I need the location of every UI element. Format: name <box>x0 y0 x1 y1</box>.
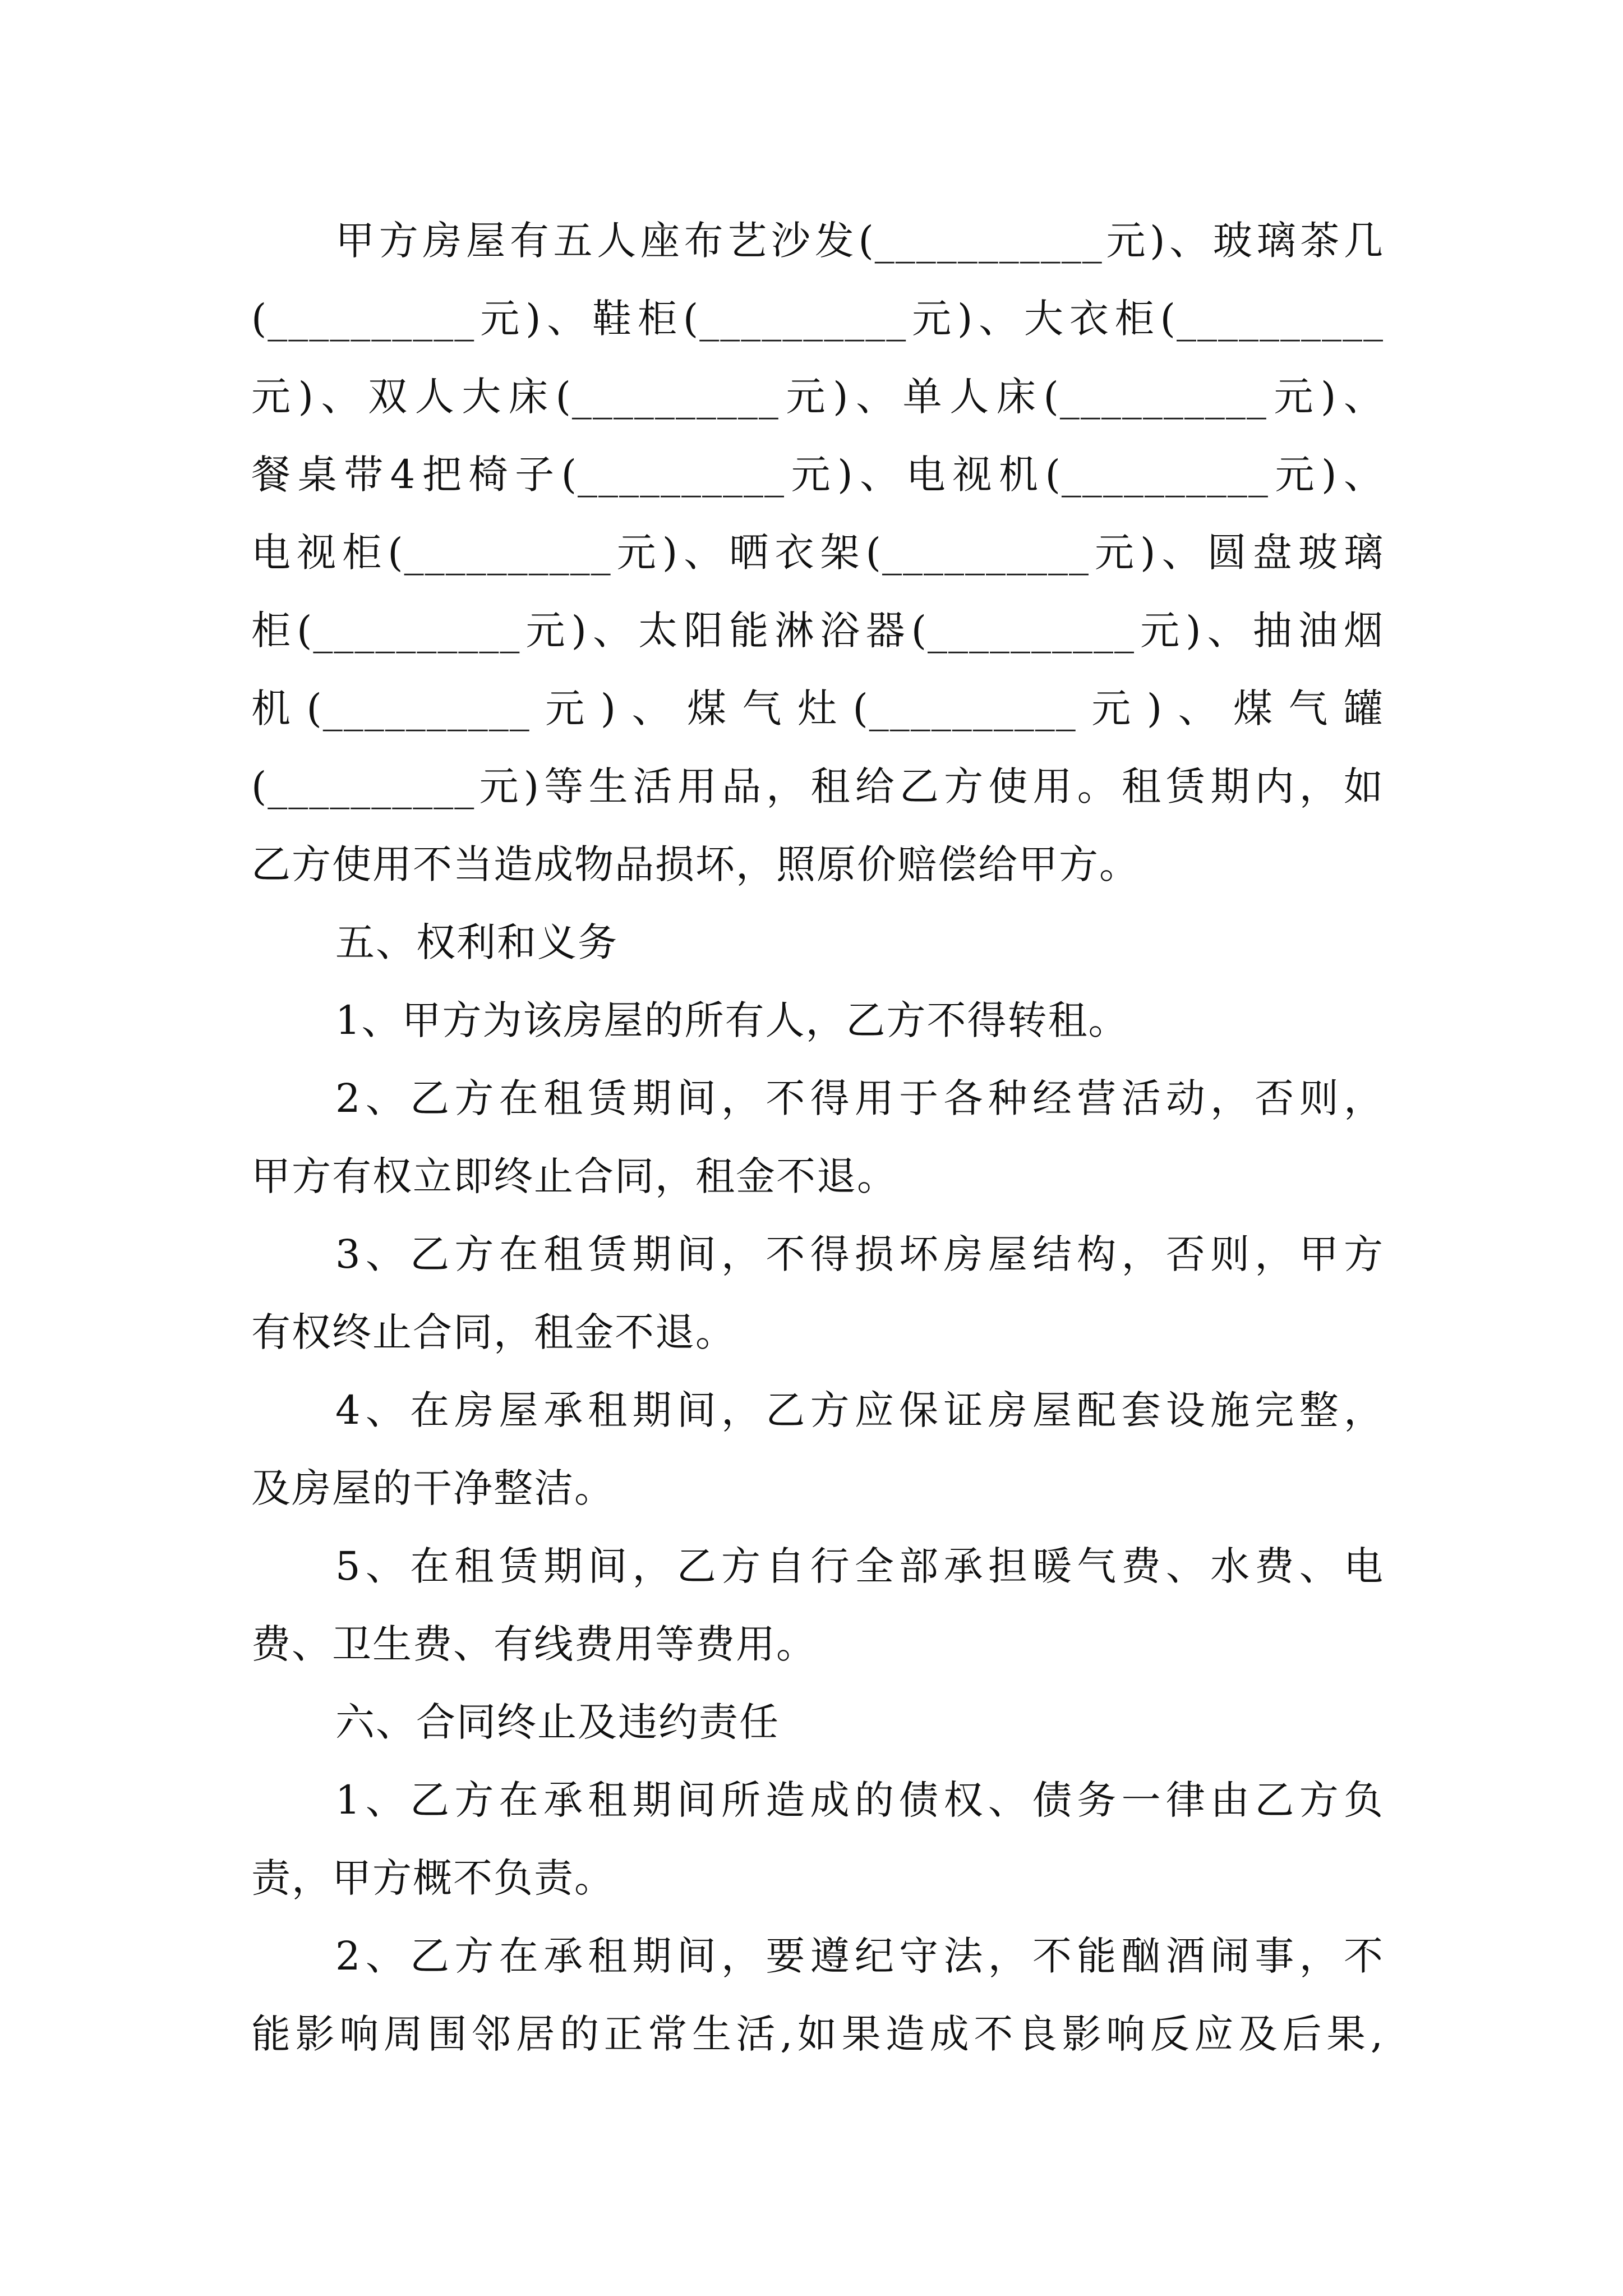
text-line: 责，甲方概不负责。 <box>251 1855 615 1901</box>
text-line: (__________元)、鞋柜(__________元)、大衣柜(__________ <box>251 296 1384 342</box>
text-line: 甲方有权立即终止合同，租金不退。 <box>251 1153 897 1199</box>
contract-body <box>251 202 1384 2073</box>
text-line: (__________元)等生活用品，租给乙方使用。租赁期内，如 <box>251 763 1384 809</box>
text-line: 乙方使用不当造成物品损坏，照原价赔偿给甲方。 <box>251 841 1140 887</box>
section-heading: 五、权利和义务 <box>335 919 618 965</box>
section-heading: 六、合同终止及违约责任 <box>335 1699 780 1745</box>
text-line: 及房屋的干净整洁。 <box>251 1465 615 1511</box>
clause-line: 2、乙方在租赁期间，不得用于各种经营活动，否则， <box>335 1075 1384 1121</box>
text-line: 机(__________元)、煤气灶(__________元)、煤气罐 <box>251 685 1384 731</box>
text-line: 费、卫生费、有线费用等费用。 <box>251 1621 817 1667</box>
clause-line: 3、乙方在租赁期间，不得损坏房屋结构，否则，甲方 <box>335 1231 1384 1277</box>
text-line: 甲方房屋有五人座布艺沙发(___________元)、玻璃茶几 <box>335 218 1384 264</box>
clause-line: 5、在租赁期间，乙方自行全部承担暖气费、水费、电 <box>335 1543 1384 1589</box>
clause-line: 1、乙方在承租期间所造成的债权、债务一律由乙方负 <box>335 1777 1384 1823</box>
clause-line: 4、在房屋承租期间，乙方应保证房屋配套设施完整， <box>335 1387 1384 1433</box>
clause-line: 1、甲方为该房屋的所有人，乙方不得转租。 <box>335 997 1129 1043</box>
text-line: 电视柜(__________元)、晒衣架(__________元)、圆盘玻璃 <box>251 530 1384 576</box>
text-line: 餐桌带4把椅子(__________元)、电视机(__________元)、 <box>251 452 1384 498</box>
text-line: 元)、双人大床(__________元)、单人床(__________元)、 <box>251 374 1384 420</box>
text-line: 有权终止合同，租金不退。 <box>251 1309 736 1355</box>
text-line: 能影响周围邻居的正常生活,如果造成不良影响反应及后果, <box>251 2011 1384 2057</box>
clause-line: 2、乙方在承租期间，要遵纪守法，不能酗酒闹事，不 <box>335 1933 1384 1979</box>
text-line: 柜(__________元)、太阳能淋浴器(__________元)、抽油烟 <box>251 608 1384 654</box>
